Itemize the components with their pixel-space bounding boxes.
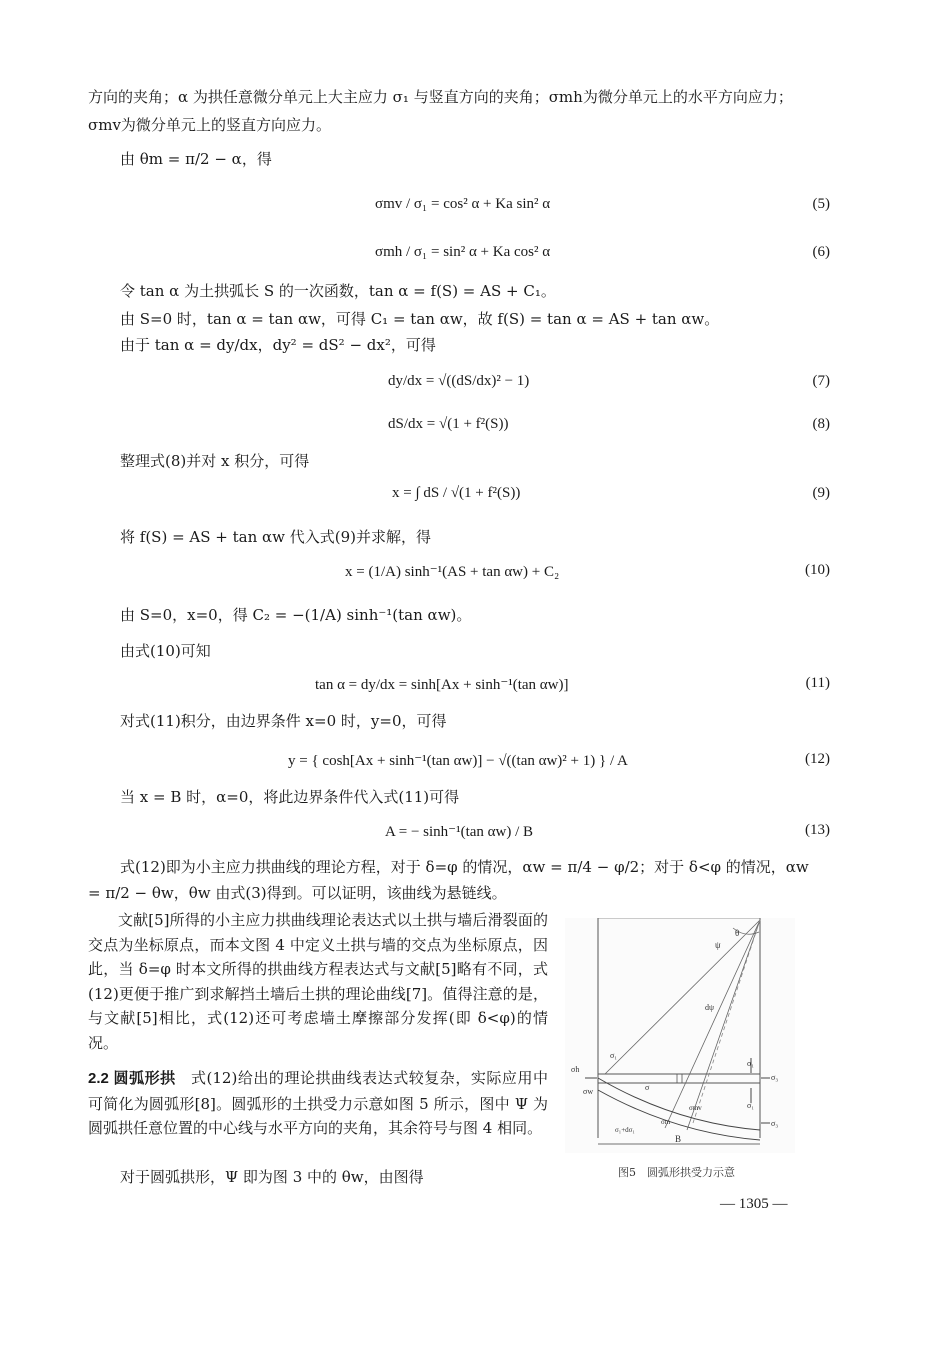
equation-number-10: (10)	[805, 562, 830, 578]
text-line-5: 由 S=0 时，tan α = tan αw，可得 C₁ = tan αw，故 f(S) = tan α = AS + tan αw。	[120, 310, 720, 328]
equation-8: dS/dx = √(1 + f²(S))	[388, 416, 509, 432]
equation-7: dy/dx = √((dS/dx)² − 1)	[388, 373, 530, 389]
text-line-10: 由式(10)可知	[120, 642, 211, 660]
equation-number-11: (11)	[805, 675, 830, 691]
text-line-14: = π/2 − θw，θw 由式(3)得到。可以证明，该曲线为悬链线。	[88, 884, 507, 902]
figure-5-caption: 图5 圆弧形拱受力示意	[618, 1166, 735, 1179]
label-sigma-h: σh	[571, 1065, 580, 1074]
equation-number-6: (6)	[812, 244, 830, 260]
equation-9: x = ∫ dS / √(1 + f²(S))	[392, 485, 521, 501]
figure-5	[565, 918, 795, 1153]
equation-number-7: (7)	[812, 373, 830, 389]
text-line-11: 对式(11)积分，由边界条件 x=0 时，y=0，可得	[120, 712, 447, 730]
paragraph-literature-comparison: 文献[5]所得的小主应力拱曲线理论表达式以土拱与墙后滑裂面的交点为坐标原点，而本文图 4 中定义土拱与墙的交点为坐标原点，因此，当 δ=φ 时本文所得的拱曲线方程表达式与文献[5]略有不同，式(12)更便于推广到求解挡土墙后土拱的理论曲线[7]。值得注意的是，与文献[5]相比，式(12)还可考虑墙土摩擦部分发挥(即 δ<φ)的情况。	[88, 911, 548, 1052]
label-sigma-m: σm	[661, 1118, 671, 1126]
text-line-9: 由 S=0，x=0，得 C₂ = −(1/A) sinh⁻¹(tan αw)。	[120, 606, 472, 624]
label-sigma1-d: σ₁+dσ₁	[615, 1126, 635, 1134]
equation-10: x = (1/A) sinh⁻¹(AS + tan αw) + C₂	[345, 564, 560, 580]
equation-number-9: (9)	[812, 485, 830, 501]
label-sigma: σ	[645, 1083, 650, 1092]
label-b: B	[675, 1134, 682, 1144]
label-sigma-mv: σmv	[689, 1104, 702, 1112]
label-psi: ψ	[715, 940, 721, 950]
section-2-2-paragraph	[88, 1066, 548, 1141]
label-sigma1-c: σ₁	[747, 1101, 755, 1110]
equation-12: y = { cosh[Ax + sinh⁻¹(tan αw)] − √((tan αw)² + 1) } / A	[288, 753, 628, 769]
label-dpsi: dψ	[705, 1003, 715, 1012]
text-line-circular-arch: 对于圆弧拱形，Ψ 即为图 3 中的 θw，由图得	[120, 1168, 424, 1186]
figure-5-diagram	[565, 918, 795, 1153]
label-sigma1-b: σ₁	[747, 1059, 755, 1068]
text-line-8: 将 f(S) = AS + tan αw 代入式(9)并求解，得	[120, 528, 432, 546]
equation-number-13: (13)	[805, 822, 830, 838]
equation-5: σmv / σ₁ = cos² α + Ka sin² α	[375, 196, 551, 212]
equation-number-12: (12)	[805, 751, 830, 767]
label-sigma-w: σw	[583, 1087, 594, 1096]
text-line-7: 整理式(8)并对 x 积分，可得	[120, 452, 310, 470]
label-sigma3-b: σ₃	[771, 1119, 779, 1128]
equation-11: tan α = dy/dx = sinh[Ax + sinh⁻¹(tan αw)]	[315, 677, 569, 693]
text-line-2: σmv为微分单元上的竖直方向应力。	[88, 116, 331, 134]
text-line-4: 令 tan α 为土拱弧长 S 的一次函数，tan α = f(S) = AS + C₁。	[120, 282, 556, 300]
equation-13: A = − sinh⁻¹(tan αw) / B	[385, 824, 534, 840]
text-line-13: 式(12)即为小主应力拱曲线的理论方程，对于 δ=φ 的情况，αw = π/4 − φ/2；对于 δ<φ 的情况，αw	[120, 858, 809, 876]
page-number: — 1305 —	[720, 1196, 788, 1212]
equation-number-8: (8)	[812, 416, 830, 432]
equation-6: σmh / σ₁ = sin² α + Ka cos² α	[375, 244, 551, 260]
text-line-12: 当 x = B 时，α=0，将此边界条件代入式(11)可得	[120, 788, 460, 806]
section-body: 式(12)给出的理论拱曲线表达式较复杂，实际应用中可简化为圆弧形[8]。圆弧形的土拱受力示意如图 5 所示，图中 Ψ 为圆弧拱任意位置的中心线与水平方向的夹角，其余符号与图 4 相同。	[88, 1069, 548, 1137]
text-line-6: 由于 tan α = dy/dx，dy² = dS² − dx²，可得	[120, 336, 436, 354]
text-line-1: 方向的夹角；α 为拱任意微分单元上大主应力 σ₁ 与竖直方向的夹角；σmh为微分单元上的水平方向应力；	[88, 88, 793, 106]
equation-number-5: (5)	[812, 196, 830, 212]
label-theta: θ	[735, 928, 740, 938]
text-line-3: 由 θm = π/2 − α，得	[120, 150, 272, 168]
section-heading: 2.2 圆弧形拱	[88, 1070, 176, 1087]
label-sigma1-a: σ₁	[610, 1051, 618, 1060]
label-sigma3-a: σ₃	[771, 1073, 779, 1082]
